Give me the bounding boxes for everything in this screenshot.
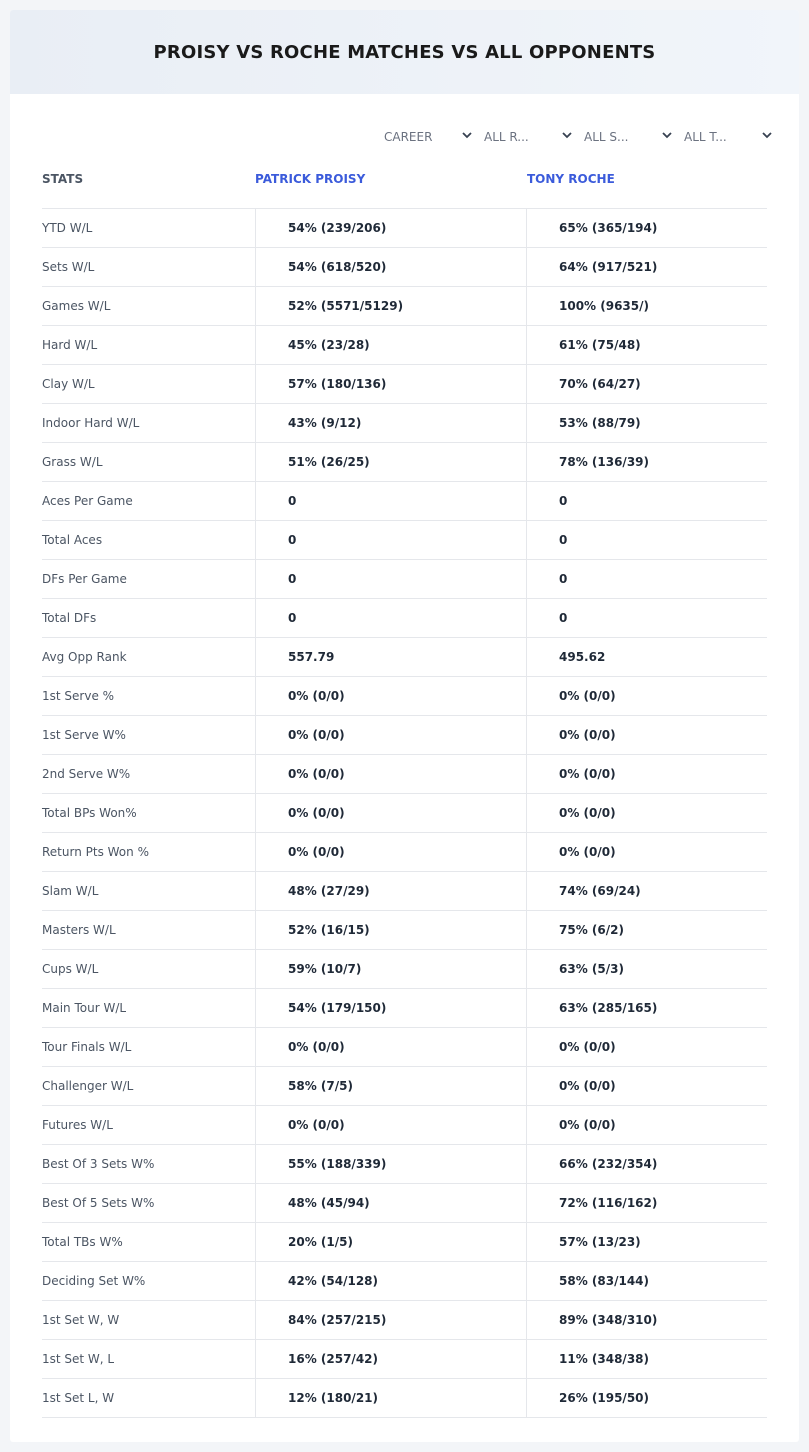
player2-link[interactable]: TONY ROCHE xyxy=(527,172,615,186)
table-row xyxy=(42,1301,767,1340)
player1-stat-value: 0 xyxy=(255,599,526,637)
player2-stat-value: 63% (285/165) xyxy=(526,989,767,1027)
player2-stat-value: 66% (232/354) xyxy=(526,1145,767,1183)
player1-stat-value: 16% (257/42) xyxy=(255,1340,526,1378)
stat-label: Best Of 5 Sets W% xyxy=(42,1196,155,1210)
player2-stat-value: 0 xyxy=(526,560,767,598)
table-row xyxy=(42,521,767,560)
player2-stat-value: 0% (0/0) xyxy=(526,716,767,754)
player2-stat-value: 57% (13/23) xyxy=(526,1223,767,1261)
chevron-down-icon xyxy=(560,128,574,142)
player1-stat-value: 0% (0/0) xyxy=(255,1106,526,1144)
filter-label: ALL S... xyxy=(584,130,629,144)
stat-label: Clay W/L xyxy=(42,377,95,391)
player2-stat-value: 89% (348/310) xyxy=(526,1301,767,1339)
stats-card xyxy=(10,10,799,1442)
player1-stat-value: 57% (180/136) xyxy=(255,365,526,403)
stats-column-header: STATS xyxy=(42,172,84,186)
stat-label: Main Tour W/L xyxy=(42,1001,127,1015)
chevron-down-icon xyxy=(660,128,674,142)
table-row xyxy=(42,677,767,716)
table-row xyxy=(42,989,767,1028)
table-row xyxy=(42,326,767,365)
chevron-down-icon xyxy=(760,128,774,142)
player2-stat-value: 100% (9635/) xyxy=(526,287,767,325)
player1-stat-value: 0% (0/0) xyxy=(255,716,526,754)
player1-stat-value: 0 xyxy=(255,482,526,520)
player2-stat-value: 61% (75/48) xyxy=(526,326,767,364)
stat-label: 1st Set W, W xyxy=(42,1313,120,1327)
player1-stat-value: 54% (179/150) xyxy=(255,989,526,1027)
stat-label: Tour Finals W/L xyxy=(42,1040,132,1054)
stat-label: Futures W/L xyxy=(42,1118,113,1132)
stat-label: Games W/L xyxy=(42,299,111,313)
player1-stat-value: 0% (0/0) xyxy=(255,677,526,715)
table-row xyxy=(42,599,767,638)
filter-round-select[interactable] xyxy=(484,127,584,147)
table-row xyxy=(42,365,767,404)
table-row xyxy=(42,1340,767,1379)
player2-stat-value: 0% (0/0) xyxy=(526,1067,767,1105)
player2-stat-value: 70% (64/27) xyxy=(526,365,767,403)
filter-tournament-select[interactable] xyxy=(684,127,784,147)
stat-label: 2nd Serve W% xyxy=(42,767,131,781)
stat-label: 1st Serve % xyxy=(42,689,115,703)
stat-label: Sets W/L xyxy=(42,260,95,274)
stat-label: 1st Serve W% xyxy=(42,728,126,742)
stat-label: Aces Per Game xyxy=(42,494,133,508)
stat-label: DFs Per Game xyxy=(42,572,127,586)
stat-label: YTD W/L xyxy=(42,221,93,235)
stat-label: Slam W/L xyxy=(42,884,99,898)
player2-stat-value: 0% (0/0) xyxy=(526,755,767,793)
table-row xyxy=(42,755,767,794)
stat-label: Grass W/L xyxy=(42,455,103,469)
player1-stat-value: 42% (54/128) xyxy=(255,1262,526,1300)
player2-stat-value: 0 xyxy=(526,482,767,520)
player1-stat-value: 0 xyxy=(255,521,526,559)
player2-stat-value: 0% (0/0) xyxy=(526,677,767,715)
filter-surface-select[interactable] xyxy=(584,127,684,147)
player1-stat-value: 0% (0/0) xyxy=(255,755,526,793)
player1-stat-value: 557.79 xyxy=(255,638,526,676)
stat-label: Challenger W/L xyxy=(42,1079,134,1093)
player2-stat-value: 11% (348/38) xyxy=(526,1340,767,1378)
table-row xyxy=(42,833,767,872)
table-row xyxy=(42,404,767,443)
stat-label: Total Aces xyxy=(42,533,103,547)
player2-stat-value: 26% (195/50) xyxy=(526,1379,767,1417)
player1-stat-value: 51% (26/25) xyxy=(255,443,526,481)
filter-label: CAREER xyxy=(384,130,433,144)
player1-stat-value: 59% (10/7) xyxy=(255,950,526,988)
player1-stat-value: 54% (239/206) xyxy=(255,209,526,247)
stat-label: Cups W/L xyxy=(42,962,99,976)
stat-label: Total BPs Won% xyxy=(42,806,137,820)
table-row xyxy=(42,950,767,989)
stat-label: Deciding Set W% xyxy=(42,1274,146,1288)
table-row xyxy=(42,1262,767,1301)
player2-stat-value: 0% (0/0) xyxy=(526,833,767,871)
page-header xyxy=(10,10,799,94)
table-row xyxy=(42,1223,767,1262)
table-row xyxy=(42,1106,767,1145)
chevron-down-icon xyxy=(460,128,474,142)
table-row xyxy=(42,794,767,833)
stat-label: Masters W/L xyxy=(42,923,116,937)
player2-stat-value: 53% (88/79) xyxy=(526,404,767,442)
stat-label: Total DFs xyxy=(42,611,97,625)
filter-label: ALL T... xyxy=(684,130,727,144)
player1-stat-value: 45% (23/28) xyxy=(255,326,526,364)
player1-stat-value: 52% (5571/5129) xyxy=(255,287,526,325)
stat-label: 1st Set W, L xyxy=(42,1352,115,1366)
player1-stat-value: 58% (7/5) xyxy=(255,1067,526,1105)
table-row xyxy=(42,872,767,911)
stat-label: 1st Set L, W xyxy=(42,1391,115,1405)
stat-label: Avg Opp Rank xyxy=(42,650,127,664)
player1-stat-value: 20% (1/5) xyxy=(255,1223,526,1261)
table-row xyxy=(42,287,767,326)
player2-stat-value: 0 xyxy=(526,521,767,559)
table-row xyxy=(42,248,767,287)
table-row xyxy=(42,443,767,482)
player1-stat-value: 0% (0/0) xyxy=(255,833,526,871)
player2-stat-value: 78% (136/39) xyxy=(526,443,767,481)
stat-label: Best Of 3 Sets W% xyxy=(42,1157,155,1171)
player1-stat-value: 0 xyxy=(255,560,526,598)
player2-stat-value: 58% (83/144) xyxy=(526,1262,767,1300)
table-row xyxy=(42,1379,767,1418)
filter-period-select[interactable] xyxy=(384,127,484,147)
stat-label: Return Pts Won % xyxy=(42,845,149,859)
table-row xyxy=(42,1067,767,1106)
player2-stat-value: 63% (5/3) xyxy=(526,950,767,988)
table-row xyxy=(42,911,767,950)
player1-stat-value: 48% (45/94) xyxy=(255,1184,526,1222)
player2-stat-value: 74% (69/24) xyxy=(526,872,767,910)
player2-stat-value: 72% (116/162) xyxy=(526,1184,767,1222)
table-row xyxy=(42,482,767,521)
player2-stat-value: 495.62 xyxy=(526,638,767,676)
player1-stat-value: 0% (0/0) xyxy=(255,794,526,832)
table-row xyxy=(42,716,767,755)
player1-stat-value: 52% (16/15) xyxy=(255,911,526,949)
player1-stat-value: 55% (188/339) xyxy=(255,1145,526,1183)
stat-label: Hard W/L xyxy=(42,338,98,352)
player1-stat-value: 84% (257/215) xyxy=(255,1301,526,1339)
player2-stat-value: 75% (6/2) xyxy=(526,911,767,949)
player1-link[interactable]: PATRICK PROISY xyxy=(255,172,366,186)
table-row xyxy=(42,560,767,599)
player1-stat-value: 43% (9/12) xyxy=(255,404,526,442)
player1-stat-value: 48% (27/29) xyxy=(255,872,526,910)
player2-stat-value: 0% (0/0) xyxy=(526,794,767,832)
stat-label: Indoor Hard W/L xyxy=(42,416,140,430)
filter-bar xyxy=(384,127,784,147)
player2-stat-value: 0% (0/0) xyxy=(526,1106,767,1144)
player2-stat-value: 0 xyxy=(526,599,767,637)
player2-stat-value: 64% (917/521) xyxy=(526,248,767,286)
player1-stat-value: 0% (0/0) xyxy=(255,1028,526,1066)
table-row xyxy=(42,209,767,248)
table-row xyxy=(42,1184,767,1223)
player2-stat-value: 0% (0/0) xyxy=(526,1028,767,1066)
table-row xyxy=(42,1028,767,1067)
stats-table xyxy=(42,208,767,1418)
player1-stat-value: 54% (618/520) xyxy=(255,248,526,286)
page-title: PROISY VS ROCHE MATCHES VS ALL OPPONENTS xyxy=(153,41,656,63)
player2-stat-value: 65% (365/194) xyxy=(526,209,767,247)
filter-label: ALL R... xyxy=(484,130,529,144)
table-row xyxy=(42,1145,767,1184)
table-row xyxy=(42,638,767,677)
stat-label: Total TBs W% xyxy=(42,1235,123,1249)
player1-stat-value: 12% (180/21) xyxy=(255,1379,526,1417)
